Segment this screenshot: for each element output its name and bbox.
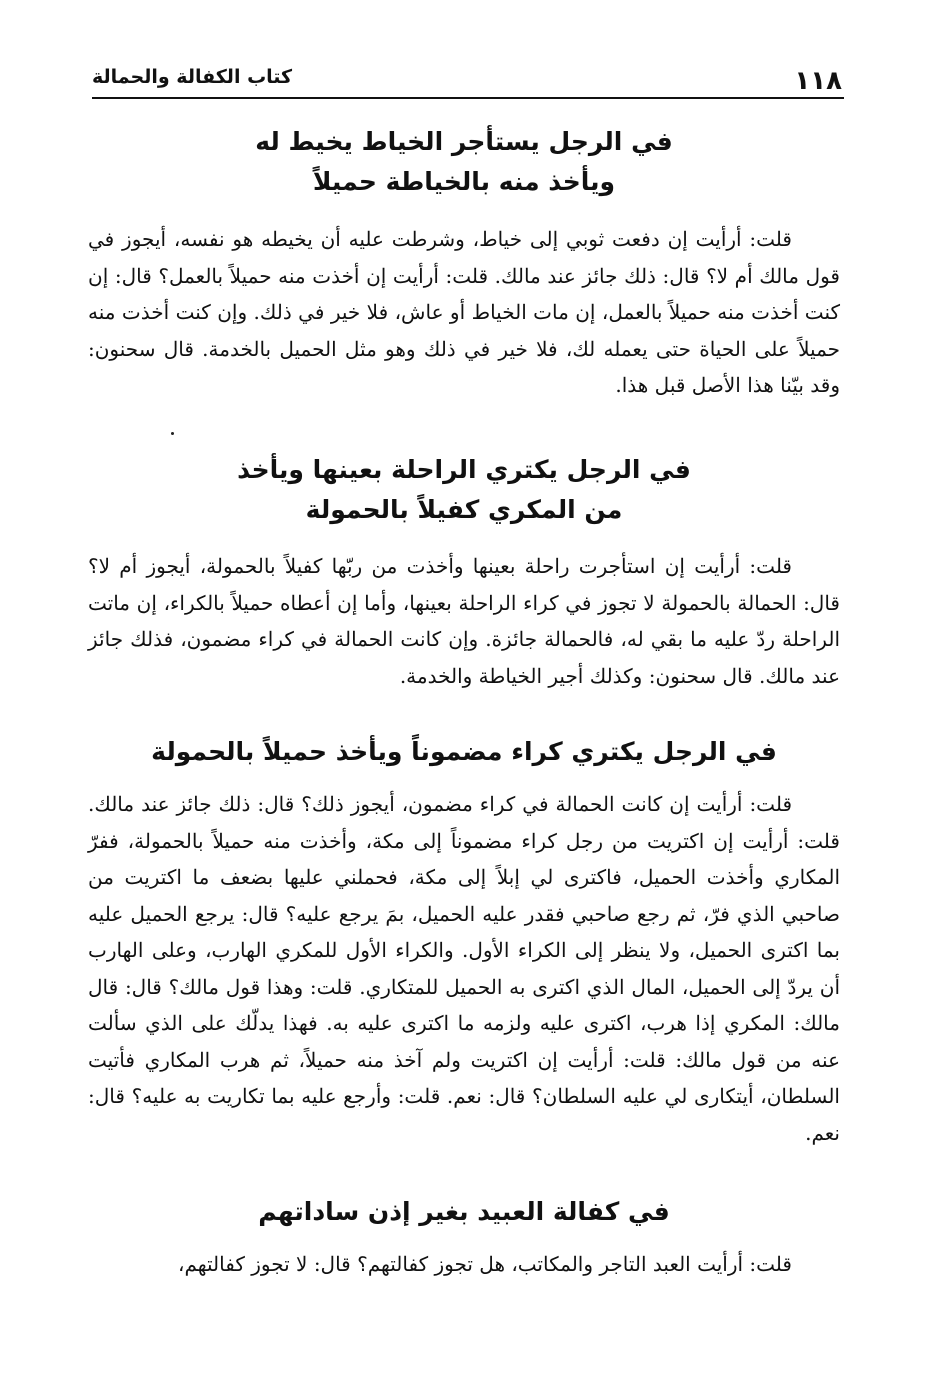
section-heading (88, 732, 840, 772)
section-mount-rental-guarantor (88, 450, 840, 694)
section-heading-line-1: في كفالة العبيد بغير إذن ساداتهم (258, 1197, 670, 1226)
page-header (92, 62, 842, 98)
section-guaranteed-rental (88, 732, 840, 1151)
section-paragraph: قلت: أرأيت إن دفعت ثوبي إلى خياط، وشرطت عليه أن يخيطه هو نفسه، أيجوز في قول مالك أم لا؟ قال: ذلك جائز عند مالك. قلت: أرأيت إن أخذت منه حميلاً بالعمل؟ قال: إن كنت أخذت منه حميلاً بالعمل، إن مات الخياط أو عاش، فلا خير في ذلك. وإن كنت أخذت منه حميلاً على الحياة حتى يعمله لك، فلا خير في ذلك وهو مثل الحميل بالخدمة. قال سحنون: وقد بيّنا هذا الأصل قبل هذا. (88, 227, 840, 397)
page-number: ١١٨ (794, 66, 842, 96)
header-rule (92, 97, 844, 99)
section-heading-line-1: في الرجل يستأجر الخياط يخيط له (255, 127, 673, 156)
section-paragraph: قلت: أرأيت إن كانت الحمالة في كراء مضمون، أيجوز ذلك؟ قال: ذلك جائز عند مالك. قلت: أرأيت إن اكتريت من رجل كراء مضموناً إلى مكة، وأخذت منه حميلاً بالحمولة، ففرّ المكاري وأخذت الحميل، فاكترى لي إبلاً إلى مكة، فحملني عليها بضعف ما اكتريت من صاحبي الذي فرّ، ثم رجع صاحبي فقدر عليه الحميل، بمَ يرجع عليه؟ قال: يرجع الحميل عليه بما اكترى الحميل، ولا ينظر إلى الكراء الأول. والكراء الأول للمكري الهارب، وعلى الهارب أن يردّ إلى الحميل، المال الذي اكترى به الحميل للمتكاري. قلت: وهذا قول مالك؟ قال: قال مالك: المكري إذا هرب، اكترى عليه ولزمه ما اكترى عليه به. فهذا يدلّك على الذي سألت عنه من قول مالك: قلت: أرأيت إن اكتريت ولم آخذ منه حميلاً، ثم هرب المكاري فأتيت السلطان، أيتكارى لي عليه السلطان؟ قال: نعم. قلت: وأرجع عليه بما تكاريت به عليه؟ قال: نعم. (88, 792, 840, 1145)
section-heading (88, 1192, 840, 1232)
section-heading-line-1: في الرجل يكتري الراحلة بعينها ويأخذ (237, 455, 691, 484)
section-paragraph: قلت: أرأيت إن استأجرت راحلة بعينها وأخذت من ربّها كفيلاً بالحمولة، أيجوز أم لا؟ قال: الحمالة بالحمولة لا تجوز في كراء الراحلة بعينها، وأما إن أعطاه حميلاً بالكراء، إن ماتت الراحلة ردّ عليه ما بقي له، فالحمالة جائزة. وإن كانت الحمالة في كراء مضمون، فذلك جائز عند مالك. قال سحنون: وكذلك أجير الخياطة والخدمة. (88, 554, 840, 688)
section-heading (88, 450, 840, 530)
running-title: كتاب الكفالة والحمالة (92, 66, 293, 88)
section-heading-line-1: في الرجل يكتري كراء مضموناً ويأخذ حميلاً بالحمولة (151, 737, 777, 766)
section-paragraph: قلت: أرأيت العبد التاجر والمكاتب، هل تجوز كفالتهم؟ قال: لا تجوز كفالتهم، (178, 1252, 792, 1276)
section-tailor-guarantor (88, 122, 840, 404)
section-heading-line-2: من المكري كفيلاً بالحمولة (305, 495, 623, 524)
section-heading (88, 122, 840, 202)
scan-speck (171, 432, 174, 435)
section-slave-guarantee (88, 1192, 840, 1283)
section-heading-line-2: ويأخذ منه بالخياطة حميلاً (312, 167, 616, 196)
